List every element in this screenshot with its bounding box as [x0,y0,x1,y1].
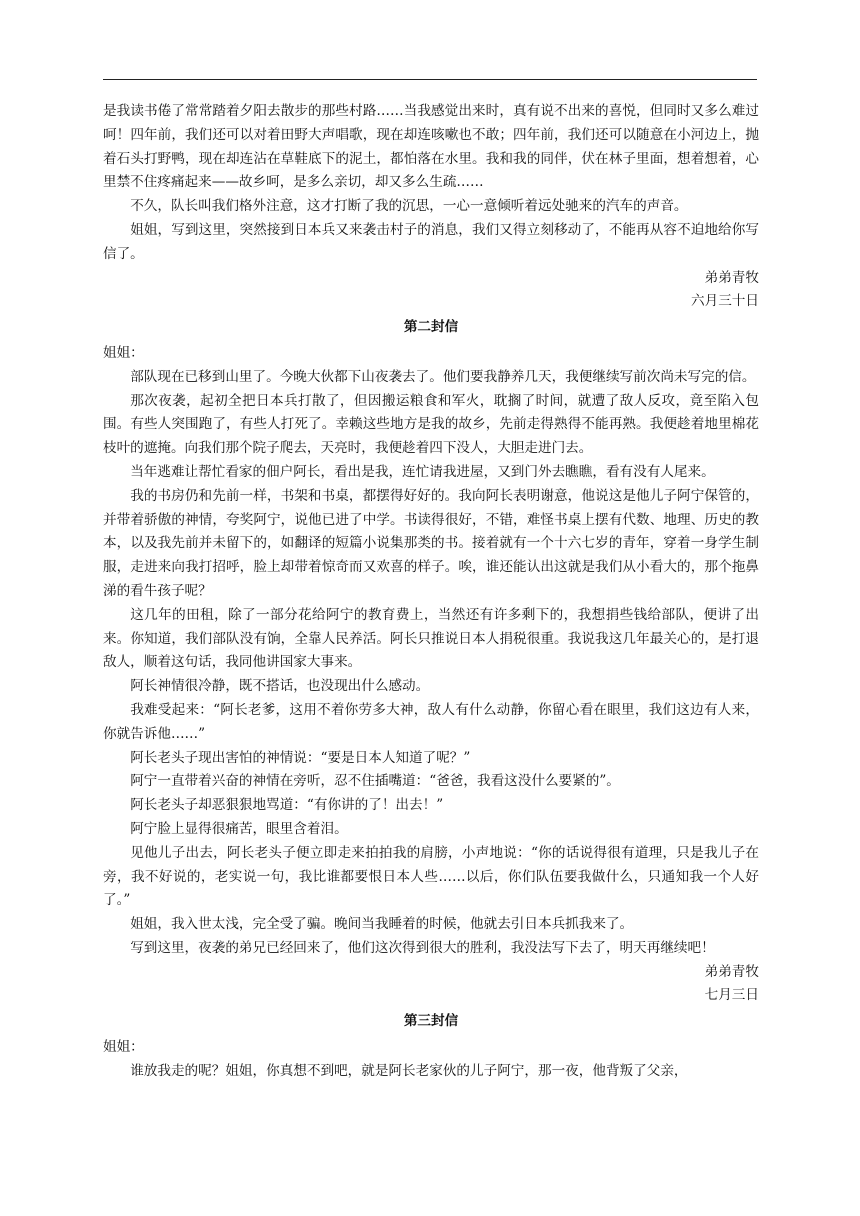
paragraph: 这几年的田租，除了一部分花给阿宁的教育费上，当然还有许多剩下的，我想捐些钱给部队，便讲了出来。你知道，我们部队没有饷，全靠人民养活。阿长只推说日本人捐税很重。我说我这几年最关心的，是打退敌人，顺着这句话，我同他讲国家大事来。 [103,606,759,671]
document-page [103,100,759,1084]
paragraph: 写到这里，夜袭的弟兄已经回来了，他们这次得到很大的胜利，我没法写下去了，明天再继续吧！ [130,939,715,956]
signature: 弟弟青牧 [704,963,759,980]
header-rule [103,79,757,80]
paragraph: 不久，队长叫我们格外注意，这才打断了我的沉思，一心一意倾听着远处驰来的汽车的声音。 [130,198,688,215]
paragraph: 阿长老头子现出害怕的神情说：“要是日本人知道了呢？” [130,749,471,766]
paragraph: 我的书房仍和先前一样，书架和书桌，都摆得好好的。我向阿长表明谢意，他说这是他儿子阿宁保管的，并带着骄傲的神情，夸奖阿宁，说他已进了中学。书读得很好，不错，难怪书桌上摆有代数、地理、历史的教本，以及我先前并未留下的，如翻译的短篇小说集那类的书。接着就有一个十六七岁的青年，穿着一身学生制服，走进来向我打招呼，脸上却带着惊奇而又欢喜的样子。唉，谁还能认出这就是我们从小看大的，那个拖鼻涕的看牛孩子呢？ [103,487,759,599]
letter-date: 七月三日 [704,987,759,1004]
paragraph: 那次夜袭，起初全把日本兵打散了，但因搬运粮食和军火，耽搁了时间，就遭了敌人反攻，竟至陷入包围。有些人突围跑了，有些人打死了。幸赖这些地方是我的故乡，先前走得熟得不能再熟。我便趁着地里棉花枝叶的遮掩。向我们那个院子爬去，天亮时，我便趁着四下没人，大胆走进门去。 [103,392,759,457]
paragraph: 我难受起来：“阿长老爹，这用不着你劳多大神，敌人有什么动静，你留心看在眼里，我们这边有人来，你就告诉他……” [103,701,759,742]
paragraph: 当年逃难让帮忙看家的佃户阿长，看出是我，连忙请我进屋，又到门外去瞧瞧，看有没有人尾来。 [130,463,715,480]
paragraph: 阿长老头子却恶狠狠地骂道：“有你讲的了！出去！” [130,797,444,814]
paragraph: 是我读书倦了常常踏着夕阳去散步的那些村路……当我感觉出来时，真有说不出来的喜悦，但同时又多么难过呵！四年前，我们还可以对着田野大声唱歌，现在却连咳嗽也不敢；四年前，我们还可以随意在小河边上，抛着石头打野鸭，现在却连沾在草鞋底下的泥土，都怕落在水里。我和我的同伴，伏在林子里面，想着想着，心里禁不住疼痛起来——故乡呵，是多么亲切，却又多么生疏…… [103,103,759,191]
signature: 弟弟青牧 [704,269,759,286]
paragraph: 阿长神情很冷静，既不搭话，也没现出什么感动。 [130,678,430,695]
letter-title: 第三封信 [403,1013,459,1030]
salutation: 姐姐： [103,344,144,361]
paragraph: 姐姐，写到这里，突然接到日本兵又来袭击村子的消息，我们又得立刻移动了，不能再从容不迫地给你写信了。 [103,221,759,262]
paragraph: 谁放我走的呢？姐姐，你真想不到吧，就是阿长老家伙的儿子阿宁，那一夜，他背叛了父亲， [130,1062,688,1079]
paragraph: 部队现在已移到山里了。今晚大伙都下山夜袭去了。他们要我静养几天，我便继续写前次尚未写完的信。 [130,368,756,385]
paragraph: 姐姐，我入世太浅，完全受了骗。晚间当我睡着的时候，他就去引日本兵抓我来了。 [130,916,634,933]
paragraph: 阿宁脸上显得很痛苦，眼里含着泪。 [130,820,348,837]
paragraph: 阿宁一直带着兴奋的神情在旁听，忍不住插嘴道：“爸爸，我看这没什么要紧的”。 [130,773,620,790]
letter-title: 第二封信 [403,319,459,336]
salutation: 姐姐： [103,1039,144,1056]
letter-date: 六月三十日 [691,293,759,310]
paragraph: 见他儿子出去，阿长老头子便立即走来拍拍我的肩膀，小声地说：“你的话说得很有道理，只是我儿子在旁，我不好说的，老实说一句，我比谁都要恨日本人些……以后，你们队伍要我做什么，只通知我一个人好了。” [103,844,759,909]
